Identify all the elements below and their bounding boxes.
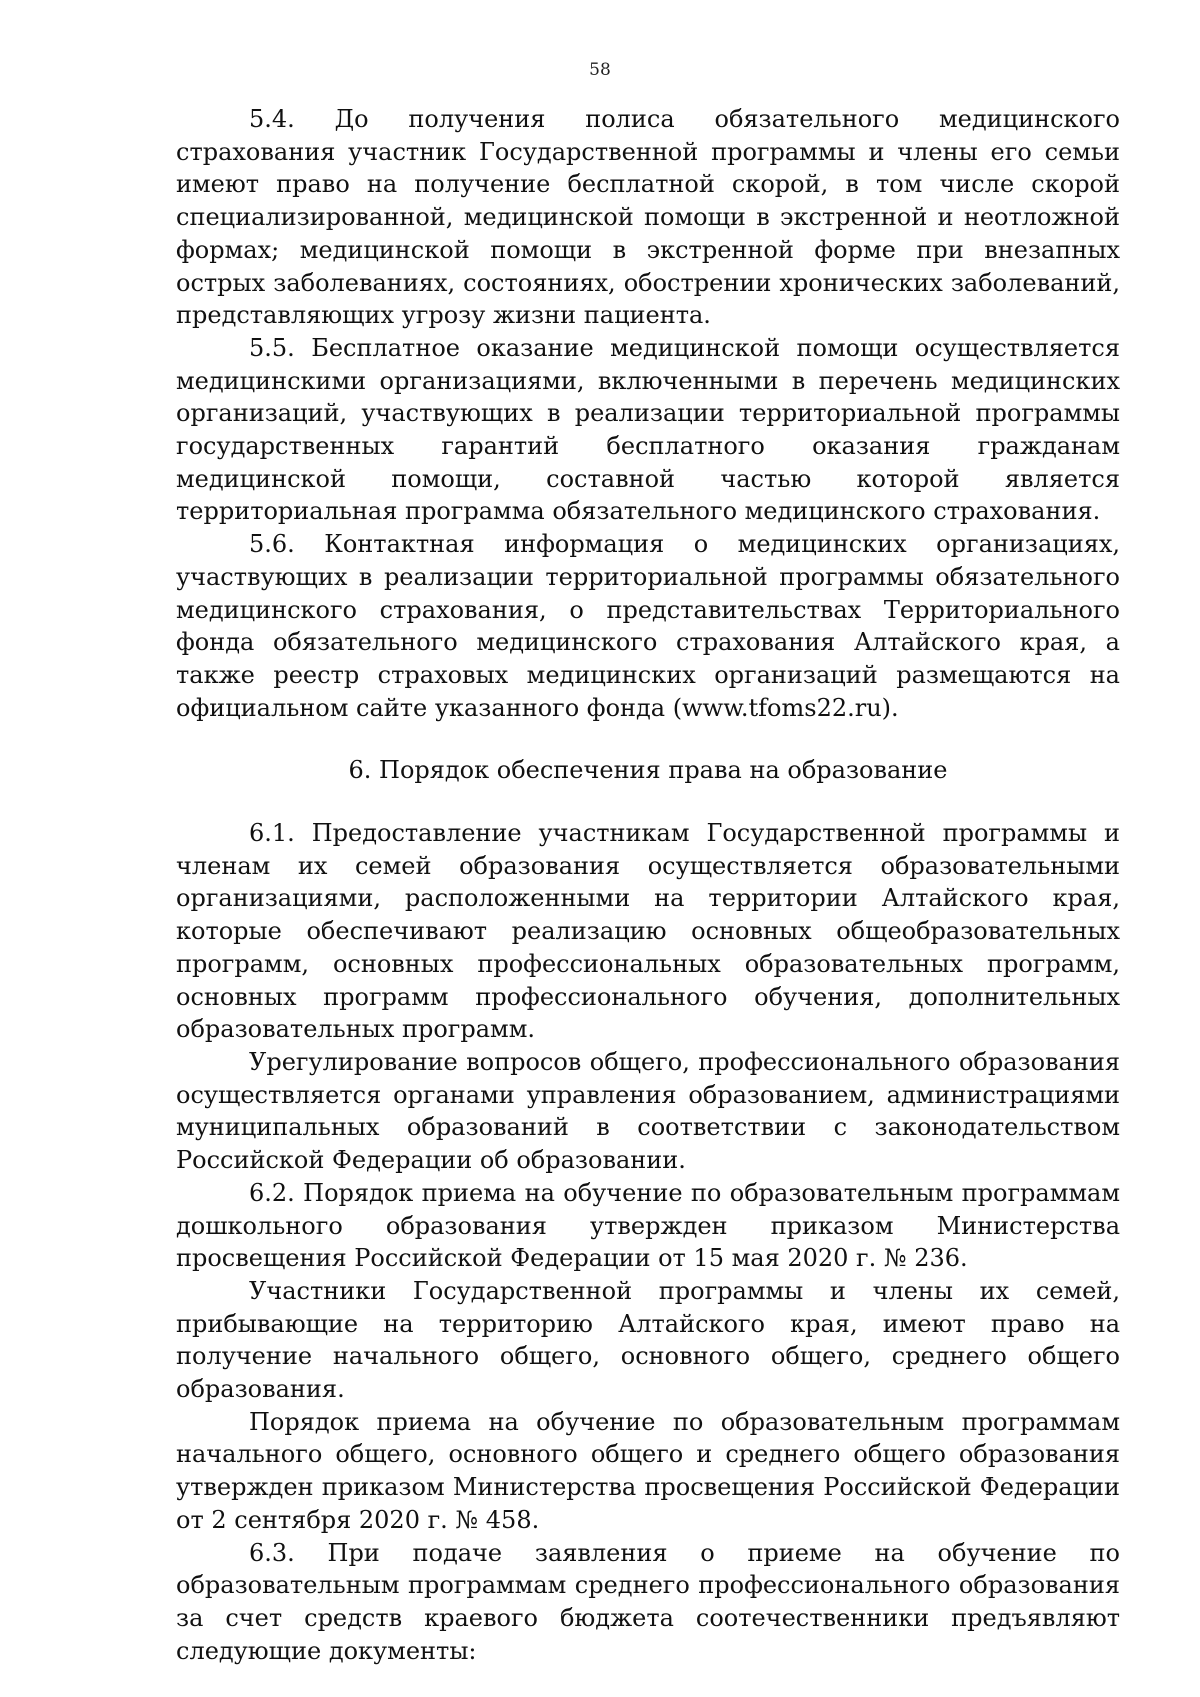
paragraph-education-regulation: Урегулирование вопросов общего, профессионального образования осуществляется органами управления образованием, администрациями муниципальных образований в соответствии с законодательством Российской Федерации об образовании. [176, 1047, 1120, 1175]
paragraph-5-6: 5.6. Контактная информация о медицинских организациях, участвующих в реализации территориальной программы обязательного медицинского страхования, о представительствах Территориального фонда обязательного медицинского страхования Алтайского края, а также реестр страховых медицинских организаций размещаются на официальном сайте указанного фонда (www.tfoms22.ru). [176, 530, 1120, 722]
paragraph-6-1: 6.1. Предоставление участникам Государственной программы и членам их семей образования осуществляется образовательными организациями, расположенными на территории Алтайского края, которые обеспечивают реализацию основных общеобразовательных программ, основных профессиональных образовательных программ, основных программ профессионального обучения, дополнительных образовательных программ. [176, 819, 1120, 1044]
spacer [176, 724, 1120, 736]
paragraph-6-2: 6.2. Порядок приема на обучение по образовательным программам дошкольного образования утвержден приказом Министерства просвещения Российской Федерации от 15 мая 2020 г. № 236. [176, 1178, 1120, 1273]
paragraph-5-5: 5.5. Бесплатное оказание медицинской помощи осуществляется медицинскими организациями, включенными в перечень медицинских организаций, участвующих в реализации территориальной программы государственных гарантий бесплатного оказания гражданам медицинской помощи, составной частью которой является территориальная программа обязательного медицинского страхования. [176, 333, 1120, 526]
section-heading: 6. Порядок обеспечения права на образование [348, 756, 948, 785]
spacer [176, 803, 1120, 817]
paragraph-participants-rights: Участники Государственной программы и члены их семей, прибывающие на территорию Алтайского края, имеют право на получение начального общего, основного общего, среднего общего образования. [176, 1276, 1120, 1404]
page-number: 58 [589, 60, 611, 80]
paragraph-5-4: 5.4. До получения полиса обязательного медицинского страхования участник Государственной программы и члены его семьи имеют право на получение бесплатной скорой, в том числе скорой специализированной, медицинской помощи в экстренной и неотложной формах; медицинской помощи в экстренной форме при внезапных острых заболеваниях, состояниях, обострении хронических заболеваний, представляющих угрозу жизни пациента. [176, 105, 1120, 330]
paragraph-admission-order: Порядок приема на обучение по образовательным программам начального общего, основного общего и среднего общего образования утвержден приказом Министерства просвещения Российской Федерации от 2 сентября 2020 г. № 458. [176, 1407, 1120, 1534]
paragraph-6-3: 6.3. При подаче заявления о приеме на обучение по образовательным программам среднего профессионального образования за счет средств краевого бюджета соотечественники предъявляют следующие документы: [176, 1538, 1120, 1665]
document-body [176, 103, 1120, 1667]
